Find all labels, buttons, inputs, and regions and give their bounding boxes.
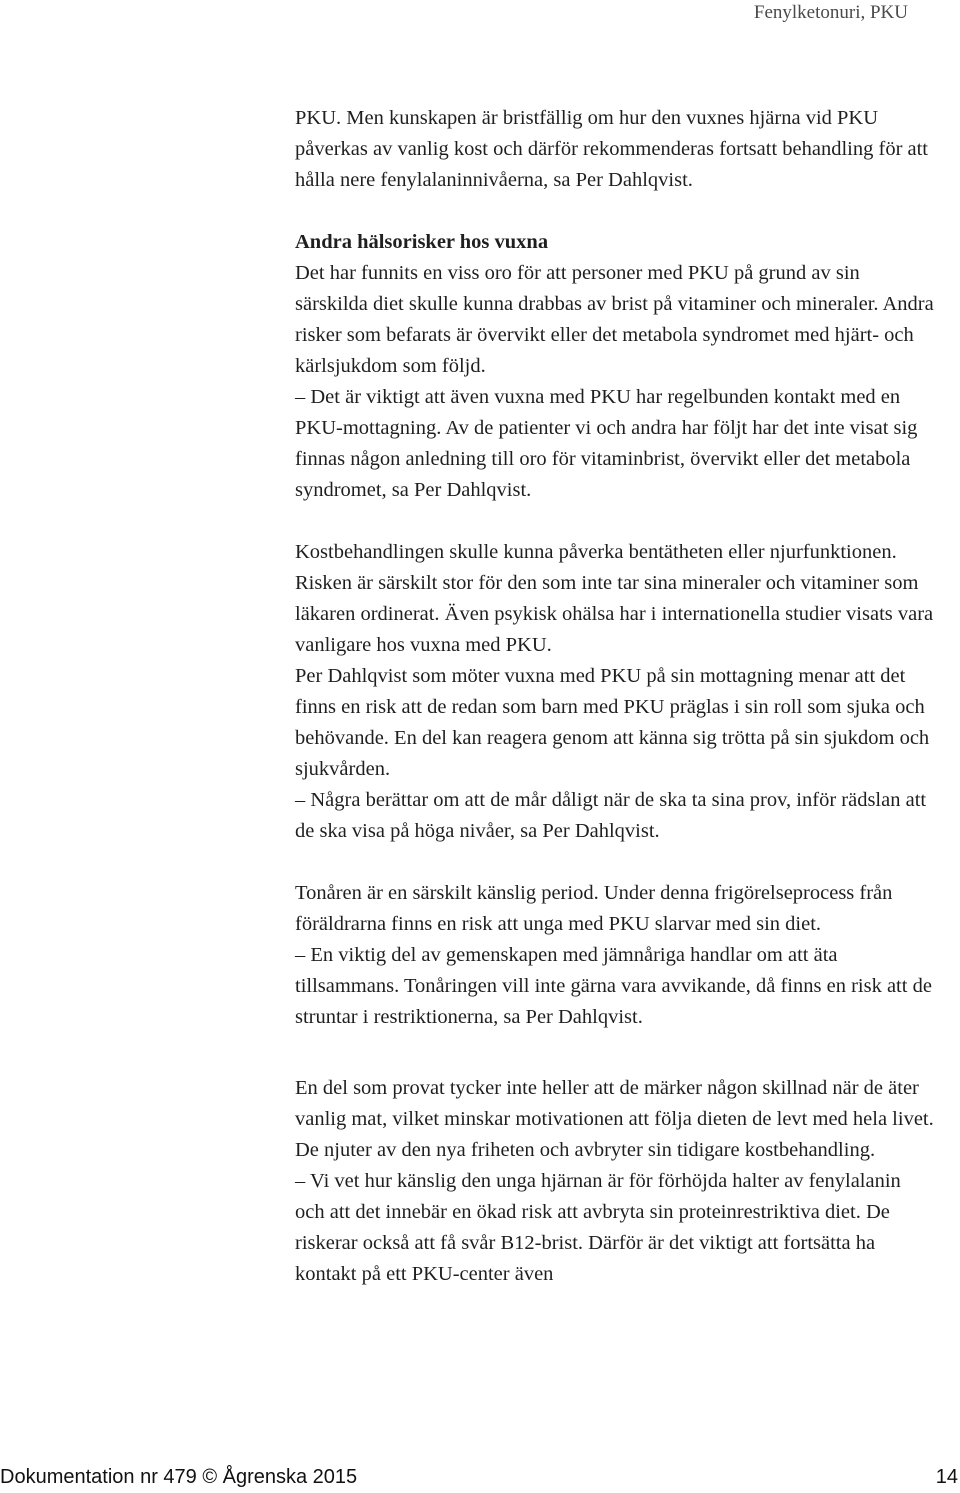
paragraph: – En viktig del av gemenskapen med jämnåriga handlar om att äta tillsammans. Tonåringen vill inte gärna vara avvikande, då finns en risk att de struntar i restriktionerna, sa Per Dahlqvist. (295, 944, 932, 1028)
section-teenagers (295, 878, 935, 1033)
section-diet-effects (295, 537, 935, 847)
paragraph: – Det är viktigt att även vuxna med PKU har regelbunden kontakt med en PKU-mottagning. Av de patienter vi och andra har följt har det inte visat sig finnas någon anledning till oro för vitaminbrist, övervikt eller det metabola syndromet, sa Per Dahlqvist. (295, 386, 918, 501)
paragraph: En del som provat tycker inte heller att de märker någon skillnad när de äter vanlig mat, vilket minskar motivationen att följa dieten de levt med hela livet. De njuter av den nya friheten och avbryter sin tidigare kostbehandling. (295, 1077, 934, 1161)
paragraph: Per Dahlqvist som möter vuxna med PKU på sin mottagning menar att det finns en risk att de redan som barn med PKU präglas i sin roll som sjuka och behövande. En del kan reagera genom att känna sig trötta på sin sjukdom och sjukvården. (295, 665, 930, 780)
paragraph: Det har funnits en viss oro för att personer med PKU på grund av sin särskilda diet skulle kunna drabbas av brist på vitaminer och mineraler. Andra risker som befarats är övervikt eller det metabola syndromet med hjärt- och kärlsjukdom som följd. (295, 262, 934, 377)
running-header: Fenylketonuri, PKU (753, 2, 908, 23)
article-body (295, 103, 935, 1290)
page-number: 14 (935, 1466, 958, 1488)
section-intro (295, 103, 935, 196)
paragraph: Kostbehandlingen skulle kunna påverka bentätheten eller njurfunktionen. Risken är särskilt stor för den som inte tar sina mineraler och vitaminer som läkaren ordinerat. Även psykisk ohälsa har i internationella studier visats vara vanligare hos vuxna med PKU. (295, 541, 934, 656)
publication-info: Dokumentation nr 479 © Ågrenska 2015 (0, 1466, 358, 1488)
paragraph: – Vi vet hur känslig den unga hjärnan är för förhöjda halter av fenylalanin och att det innebär en ökad risk att avbryta sin proteinrestriktiva diet. De riskerar också att få svår B12-brist. Därför är det viktigt att fortsätta ha kontakt på ett PKU-center även (295, 1170, 901, 1285)
section-heading: Andra hälsorisker hos vuxna (295, 231, 549, 253)
paragraph: Tonåren är en särskilt känslig period. Under denna frigörelseprocess från föräldrarna finns en risk att unga med PKU slarvar med sin diet. (295, 882, 893, 935)
paragraph: – Några berättar om att de mår dåligt när de ska ta sina prov, inför rädslan att de ska visa på höga nivåer, sa Per Dahlqvist. (295, 789, 927, 842)
section-stopping-diet (295, 1073, 935, 1290)
section-health-risks (295, 227, 935, 506)
paragraph: PKU. Men kunskapen är bristfällig om hur den vuxnes hjärna vid PKU påverkas av vanlig kost och därför rekommenderas fortsatt behandling för att hålla nere fenylalaninnivåerna, sa Per Dahlqvist. (295, 107, 929, 191)
